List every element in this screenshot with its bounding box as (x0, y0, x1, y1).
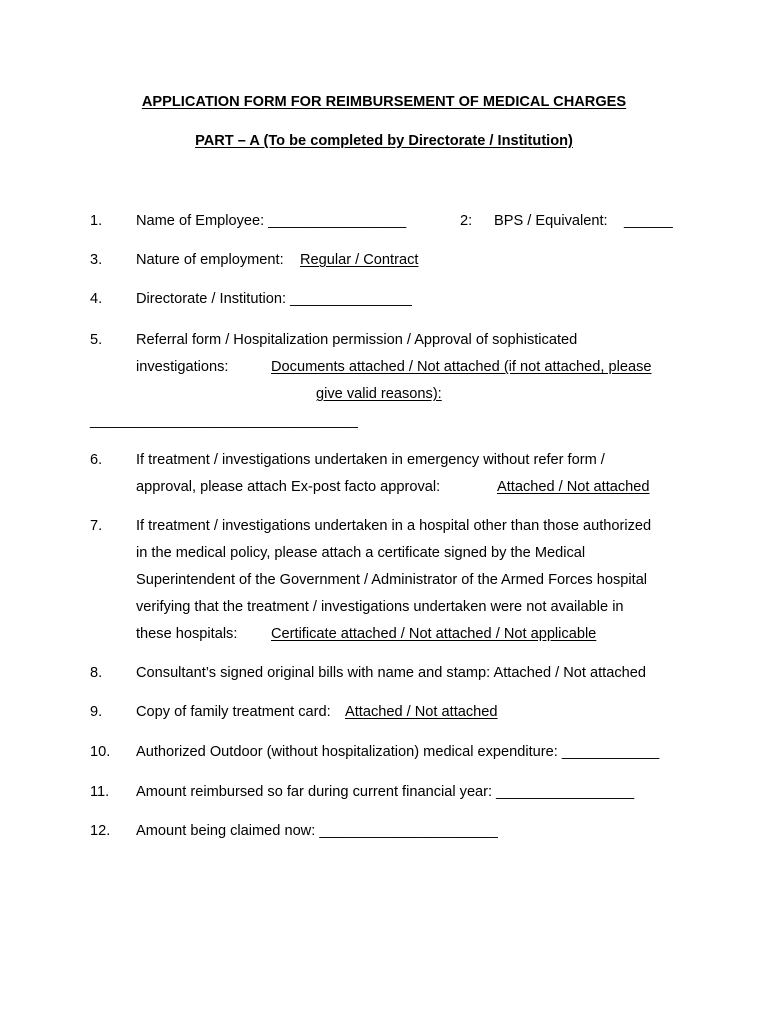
item-6-line2: approval, please attach Ex-post facto approval: (136, 479, 441, 495)
item-6-line1: If treatment / investigations undertaken in emergency without refer form / (136, 452, 605, 468)
item-5-blank: _________________________________ (90, 413, 358, 429)
item-7-value: Certificate attached / Not attached / Not applicable (271, 626, 597, 642)
form-title: APPLICATION FORM FOR REIMBURSEMENT OF MEDICAL CHARGES (141, 94, 627, 110)
item-3-number: 3. (90, 252, 103, 268)
item-2-label: BPS / Equivalent: (494, 213, 608, 229)
item-5-value2: give valid reasons): (316, 386, 442, 402)
item-12-number: 12. (90, 823, 111, 839)
item-4-number: 4. (90, 291, 103, 307)
item-8-number: 8. (90, 665, 103, 681)
item-12-label: Amount being claimed now: ______________________ (136, 823, 498, 839)
item-7-line4: verifying that the treatment / investigations undertaken were not available in (136, 599, 624, 615)
item-5-value1: Documents attached / Not attached (if not attached, please (271, 359, 652, 375)
item-9-value: Attached / Not attached (345, 704, 498, 720)
item-7-line5: these hospitals: (136, 626, 238, 642)
item-6-value: Attached / Not attached (497, 479, 650, 495)
item-10-number: 10. (90, 744, 111, 760)
item-9-label: Copy of family treatment card: (136, 704, 331, 720)
item-8-label: Consultant’s signed original bills with name and stamp: Attached / Not attached (136, 665, 646, 681)
item-5-line1: Referral form / Hospitalization permission / Approval of sophisticated (136, 332, 578, 348)
item-3-label: Nature of employment: (136, 252, 284, 268)
item-5-number: 5. (90, 332, 103, 348)
item-2-number: 2: (460, 213, 473, 229)
item-10-label: Authorized Outdoor (without hospitalization) medical expenditure: ____________ (136, 744, 660, 760)
part-a-heading: PART – A (To be completed by Directorate / Institution) (195, 133, 573, 149)
item-7-line3: Superintendent of the Government / Administrator of the Armed Forces hospital (136, 572, 648, 588)
item-11-number: 11. (90, 784, 110, 800)
item-3-value: Regular / Contract (300, 252, 419, 268)
item-5-line2: investigations: (136, 359, 229, 375)
item-4-label: Directorate / Institution: _______________ (136, 291, 412, 307)
item-7-number: 7. (90, 518, 103, 534)
item-7-line2: in the medical policy, please attach a certificate signed by the Medical (136, 545, 586, 561)
item-1-number: 1. (90, 213, 103, 229)
item-1-label: Name of Employee: _________________ (136, 213, 407, 229)
item-11-label: Amount reimbursed so far during current financial year: _________________ (136, 784, 635, 800)
item-6-number: 6. (90, 452, 103, 468)
item-2-blank: ______ (624, 213, 673, 229)
item-9-number: 9. (90, 704, 103, 720)
item-7-line1: If treatment / investigations undertaken in a hospital other than those authorized (136, 518, 652, 534)
